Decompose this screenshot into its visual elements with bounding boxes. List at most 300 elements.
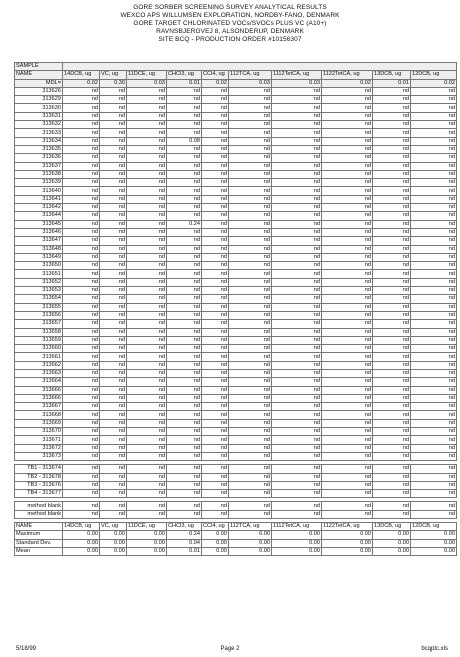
summary-column-header: VC, ug <box>100 523 127 531</box>
summary-value: 0.00 <box>373 539 411 547</box>
result-nd: nd <box>202 278 229 286</box>
result-nd: nd <box>272 436 322 444</box>
result-nd: nd <box>229 228 272 236</box>
table-row <box>15 228 457 236</box>
result-nd: nd <box>373 428 411 436</box>
table-row <box>15 394 457 402</box>
sample-header-bottom: NAME <box>15 71 63 79</box>
result-nd: nd <box>272 253 322 261</box>
result-nd: nd <box>167 303 202 311</box>
result-nd: nd <box>373 220 411 228</box>
result-nd: nd <box>373 336 411 344</box>
result-nd: nd <box>127 394 167 402</box>
result-nd: nd <box>127 212 167 220</box>
result-nd: nd <box>63 121 100 129</box>
header-line-5: SITE BCQ - PRODUCTION ORDER #10156307 <box>158 36 302 43</box>
result-nd: nd <box>322 228 373 236</box>
result-nd: nd <box>127 195 167 203</box>
result-nd: nd <box>127 154 167 162</box>
result-nd: nd <box>167 195 202 203</box>
mdl-value: 0.02 <box>63 79 100 87</box>
result-nd: nd <box>322 403 373 411</box>
result-nd: nd <box>272 104 322 112</box>
summary-column-header: 12DCB, ug <box>411 523 457 531</box>
sample-name: 313666 <box>15 386 63 394</box>
result-nd: nd <box>127 369 167 377</box>
result-nd: nd <box>127 452 167 460</box>
result-nd: nd <box>167 295 202 303</box>
table-row <box>15 510 457 518</box>
header-line-3: GORE TARGET CHLORINATED VOCs/SVOCs PLUS VC (A10+) <box>133 20 327 27</box>
sample-name: 313656 <box>15 311 63 319</box>
table-row <box>15 137 457 145</box>
result-nd: nd <box>100 394 127 402</box>
sample-name: 313651 <box>15 270 63 278</box>
result-nd: nd <box>373 112 411 120</box>
sample-name: 313667 <box>15 403 63 411</box>
summary-value: 0.00 <box>100 539 127 547</box>
result-nd: nd <box>127 320 167 328</box>
result-nd: nd <box>322 195 373 203</box>
result-nd: nd <box>272 444 322 452</box>
result-nd: nd <box>322 320 373 328</box>
summary-header-name: NAME <box>15 523 63 531</box>
result-nd: nd <box>202 411 229 419</box>
result-nd: nd <box>127 311 167 319</box>
sample-name: 313669 <box>15 419 63 427</box>
result-nd: nd <box>167 345 202 353</box>
result-nd: nd <box>272 452 322 460</box>
result-nd: nd <box>63 245 100 253</box>
mdl-value: 0.30 <box>100 79 127 87</box>
result-nd: nd <box>411 444 457 452</box>
result-nd: nd <box>127 378 167 386</box>
result-nd: nd <box>322 336 373 344</box>
result-nd: nd <box>373 510 411 518</box>
sample-name: 313633 <box>15 129 63 137</box>
result-nd: nd <box>63 303 100 311</box>
result-nd: nd <box>373 228 411 236</box>
result-nd: nd <box>63 378 100 386</box>
result-nd: nd <box>411 295 457 303</box>
result-nd: nd <box>272 378 322 386</box>
result-nd: nd <box>100 481 127 489</box>
result-nd: nd <box>167 162 202 170</box>
sample-name: TB1 - 313674 <box>15 465 63 473</box>
result-nd: nd <box>229 403 272 411</box>
table-row <box>15 253 457 261</box>
result-nd: nd <box>202 444 229 452</box>
result-nd: nd <box>373 436 411 444</box>
sample-name: 313632 <box>15 121 63 129</box>
result-nd: nd <box>127 287 167 295</box>
result-nd: nd <box>229 245 272 253</box>
result-nd: nd <box>229 170 272 178</box>
result-nd: nd <box>272 228 322 236</box>
sample-name: 313666 <box>15 394 63 402</box>
table-row <box>15 129 457 137</box>
summary-value: 0.00 <box>322 531 373 539</box>
result-nd: nd <box>411 345 457 353</box>
result-nd: nd <box>411 245 457 253</box>
result-nd: nd <box>167 394 202 402</box>
table-row <box>15 295 457 303</box>
result-nd: nd <box>63 481 100 489</box>
result-nd: nd <box>322 419 373 427</box>
result-nd: nd <box>229 311 272 319</box>
table-row <box>15 245 457 253</box>
result-nd: nd <box>322 270 373 278</box>
result-nd: nd <box>63 411 100 419</box>
result-nd: nd <box>167 328 202 336</box>
result-nd: nd <box>127 444 167 452</box>
result-nd: nd <box>272 287 322 295</box>
result-nd: nd <box>229 320 272 328</box>
result-nd: nd <box>229 162 272 170</box>
result-nd: nd <box>272 328 322 336</box>
result-nd: nd <box>202 212 229 220</box>
result-nd: nd <box>100 187 127 195</box>
result-nd: nd <box>63 436 100 444</box>
result-nd: nd <box>373 154 411 162</box>
sample-name: 313657 <box>15 320 63 328</box>
result-nd: nd <box>272 112 322 120</box>
sample-name: 313655 <box>15 303 63 311</box>
table-row <box>15 237 457 245</box>
result-nd: nd <box>272 403 322 411</box>
result-nd: nd <box>63 170 100 178</box>
table-row <box>15 145 457 153</box>
summary-row <box>15 531 457 539</box>
result-nd: nd <box>167 502 202 510</box>
result-nd: nd <box>229 112 272 120</box>
result-nd: nd <box>229 287 272 295</box>
result-nd: nd <box>167 262 202 270</box>
table-row <box>15 411 457 419</box>
result-nd: nd <box>229 270 272 278</box>
result-nd: nd <box>373 353 411 361</box>
sample-name: 313636 <box>15 154 63 162</box>
result-nd: nd <box>322 481 373 489</box>
result-nd: nd <box>100 129 127 137</box>
result-nd: nd <box>411 510 457 518</box>
sample-name: 313661 <box>15 353 63 361</box>
table-row <box>15 465 457 473</box>
result-nd: nd <box>100 452 127 460</box>
mdl-value: 0.02 <box>322 79 373 87</box>
table-row <box>15 481 457 489</box>
result-nd: nd <box>229 428 272 436</box>
result-nd: nd <box>100 104 127 112</box>
result-nd: nd <box>322 465 373 473</box>
result-nd: nd <box>322 386 373 394</box>
result-nd: nd <box>202 481 229 489</box>
result-nd: nd <box>373 129 411 137</box>
result-nd: nd <box>229 87 272 95</box>
result-nd: nd <box>202 220 229 228</box>
result-nd: nd <box>167 336 202 344</box>
result-nd: nd <box>322 112 373 120</box>
result-nd: nd <box>272 353 322 361</box>
result-nd: nd <box>63 179 100 187</box>
result-nd: nd <box>373 187 411 195</box>
result-nd: nd <box>127 129 167 137</box>
result-nd: nd <box>167 361 202 369</box>
result-nd: nd <box>127 481 167 489</box>
table-row <box>15 311 457 319</box>
sample-header-top: SAMPLE <box>15 63 63 71</box>
result-nd: nd <box>167 452 202 460</box>
result-nd: nd <box>411 121 457 129</box>
header-spacer <box>63 63 457 71</box>
result-nd: nd <box>373 87 411 95</box>
result-nd: nd <box>127 104 167 112</box>
mdl-value: 0.02 <box>411 79 457 87</box>
result-nd: nd <box>100 403 127 411</box>
result-nd: nd <box>63 162 100 170</box>
summary-value: 0.00 <box>229 547 272 555</box>
result-nd: nd <box>373 287 411 295</box>
table-row <box>15 195 457 203</box>
result-nd: nd <box>411 129 457 137</box>
sample-name: 313635 <box>15 145 63 153</box>
result-nd: nd <box>100 361 127 369</box>
result-nd: nd <box>229 145 272 153</box>
result-nd: nd <box>63 428 100 436</box>
result-nd: nd <box>411 311 457 319</box>
result-nd: nd <box>411 112 457 120</box>
result-nd: nd <box>411 262 457 270</box>
result-nd: nd <box>229 510 272 518</box>
result-nd: nd <box>322 237 373 245</box>
result-nd: nd <box>229 303 272 311</box>
result-nd: nd <box>100 121 127 129</box>
result-nd: nd <box>100 112 127 120</box>
result-nd: nd <box>272 121 322 129</box>
result-nd: nd <box>100 204 127 212</box>
result-nd: nd <box>229 394 272 402</box>
result-nd: nd <box>322 444 373 452</box>
result-nd: nd <box>229 336 272 344</box>
result-nd: nd <box>63 87 100 95</box>
summary-label: Mean <box>15 547 63 555</box>
result-nd: nd <box>100 490 127 498</box>
summary-value: 0.00 <box>373 531 411 539</box>
sample-header-row <box>15 63 457 71</box>
result-nd: nd <box>202 253 229 261</box>
sample-name: 313650 <box>15 262 63 270</box>
result-nd: nd <box>127 270 167 278</box>
result-nd: nd <box>322 187 373 195</box>
table-row <box>15 386 457 394</box>
result-nd: nd <box>63 195 100 203</box>
summary-value: 0.00 <box>100 547 127 555</box>
table-row <box>15 262 457 270</box>
table-row <box>15 121 457 129</box>
result-nd: nd <box>100 502 127 510</box>
summary-value: 0.00 <box>322 539 373 547</box>
result-nd: nd <box>63 394 100 402</box>
result-nd: nd <box>272 162 322 170</box>
result-nd: nd <box>100 228 127 236</box>
summary-value: 0.00 <box>272 547 322 555</box>
summary-value: 0.24 <box>167 531 202 539</box>
result-nd: nd <box>322 353 373 361</box>
result-nd: nd <box>63 96 100 104</box>
result-nd: nd <box>167 465 202 473</box>
result-nd: nd <box>411 353 457 361</box>
result-nd: nd <box>373 237 411 245</box>
result-nd: nd <box>202 121 229 129</box>
result-nd: nd <box>100 145 127 153</box>
result-nd: nd <box>202 162 229 170</box>
result-nd: nd <box>167 237 202 245</box>
result-nd: nd <box>411 490 457 498</box>
sample-name: 313644 <box>15 212 63 220</box>
result-nd: nd <box>373 212 411 220</box>
result-nd: nd <box>322 428 373 436</box>
result-nd: nd <box>272 195 322 203</box>
result-nd: nd <box>127 145 167 153</box>
mdl-value: 0.03 <box>127 79 167 87</box>
result-nd: nd <box>127 278 167 286</box>
table-row <box>15 220 457 228</box>
result-nd: nd <box>411 328 457 336</box>
result-nd: nd <box>63 112 100 120</box>
result-nd: nd <box>127 170 167 178</box>
result-nd: nd <box>100 170 127 178</box>
summary-value: 0.00 <box>411 547 457 555</box>
result-nd: nd <box>373 245 411 253</box>
sample-name: 313637 <box>15 162 63 170</box>
table-row <box>15 361 457 369</box>
result-nd: nd <box>63 510 100 518</box>
table-row <box>15 170 457 178</box>
table-row <box>15 212 457 220</box>
sample-name: 313670 <box>15 428 63 436</box>
table-row <box>15 87 457 95</box>
result-nd: nd <box>167 212 202 220</box>
result-nd: nd <box>100 195 127 203</box>
result-nd: nd <box>202 112 229 120</box>
result-nd: nd <box>411 287 457 295</box>
result-nd: nd <box>322 452 373 460</box>
result-nd: nd <box>167 204 202 212</box>
mdl-label: MDL= <box>15 79 63 87</box>
summary-row <box>15 539 457 547</box>
table-row <box>15 112 457 120</box>
result-nd: nd <box>100 245 127 253</box>
result-nd: nd <box>167 403 202 411</box>
sample-name: 313631 <box>15 112 63 120</box>
result-nd: nd <box>272 278 322 286</box>
result-nd: nd <box>127 361 167 369</box>
result-nd: nd <box>100 465 127 473</box>
result-nd: nd <box>202 170 229 178</box>
result-nd: nd <box>272 270 322 278</box>
result-nd: nd <box>373 204 411 212</box>
result-nd: nd <box>229 212 272 220</box>
result-nd: nd <box>63 320 100 328</box>
result-nd: nd <box>272 145 322 153</box>
result-nd: nd <box>167 311 202 319</box>
mdl-value: 0.01 <box>167 79 202 87</box>
summary-label: Maximum <box>15 531 63 539</box>
result-nd: nd <box>322 145 373 153</box>
result-nd: nd <box>322 490 373 498</box>
result-nd: nd <box>100 212 127 220</box>
result-nd: nd <box>127 179 167 187</box>
result-nd: nd <box>229 481 272 489</box>
mdl-value: 0.01 <box>373 79 411 87</box>
result-nd: nd <box>127 345 167 353</box>
result-nd: nd <box>63 490 100 498</box>
result-nd: nd <box>272 465 322 473</box>
table-row <box>15 270 457 278</box>
result-nd: nd <box>63 129 100 137</box>
result-nd: nd <box>322 311 373 319</box>
result-nd: nd <box>229 237 272 245</box>
result-nd: nd <box>63 154 100 162</box>
result-nd: nd <box>373 378 411 386</box>
result-nd: nd <box>373 328 411 336</box>
result-nd: nd <box>411 195 457 203</box>
result-nd: nd <box>373 465 411 473</box>
result-nd: nd <box>373 473 411 481</box>
sample-name: 313668 <box>15 411 63 419</box>
table-row <box>15 444 457 452</box>
result-nd: nd <box>229 129 272 137</box>
result-nd: nd <box>63 353 100 361</box>
result-nd: nd <box>322 278 373 286</box>
sample-name: 313630 <box>15 104 63 112</box>
result-nd: nd <box>411 145 457 153</box>
result-nd: nd <box>322 369 373 377</box>
result-nd: nd <box>202 345 229 353</box>
result-nd: nd <box>373 403 411 411</box>
sample-name: TB2 - 313678 <box>15 473 63 481</box>
result-nd: nd <box>229 278 272 286</box>
result-nd: nd <box>322 378 373 386</box>
result-nd: nd <box>167 278 202 286</box>
result-nd: nd <box>63 452 100 460</box>
result-nd: nd <box>411 361 457 369</box>
result-nd: nd <box>373 104 411 112</box>
result-nd: nd <box>373 452 411 460</box>
result-nd: nd <box>322 502 373 510</box>
result-nd: nd <box>229 204 272 212</box>
result-nd: nd <box>63 386 100 394</box>
sample-name: 313652 <box>15 278 63 286</box>
result-nd: nd <box>272 262 322 270</box>
result-nd: nd <box>63 336 100 344</box>
table-row <box>15 403 457 411</box>
column-header: CHCl3, ug <box>167 71 202 79</box>
result-nd: nd <box>322 361 373 369</box>
result-nd: nd <box>63 237 100 245</box>
result-nd: nd <box>167 170 202 178</box>
result-nd: nd <box>202 96 229 104</box>
result-nd: nd <box>272 336 322 344</box>
result-nd: nd <box>127 502 167 510</box>
footer-page: Page 2 <box>220 646 240 652</box>
table-row <box>15 104 457 112</box>
result-nd: nd <box>63 253 100 261</box>
result-nd: nd <box>202 353 229 361</box>
header-line-4: RAVNSBJERGVEJ 8, ALSONDERUP, DENMARK <box>156 28 304 35</box>
result-nd: nd <box>373 386 411 394</box>
footer-file: bcqptc.xls <box>421 646 448 652</box>
